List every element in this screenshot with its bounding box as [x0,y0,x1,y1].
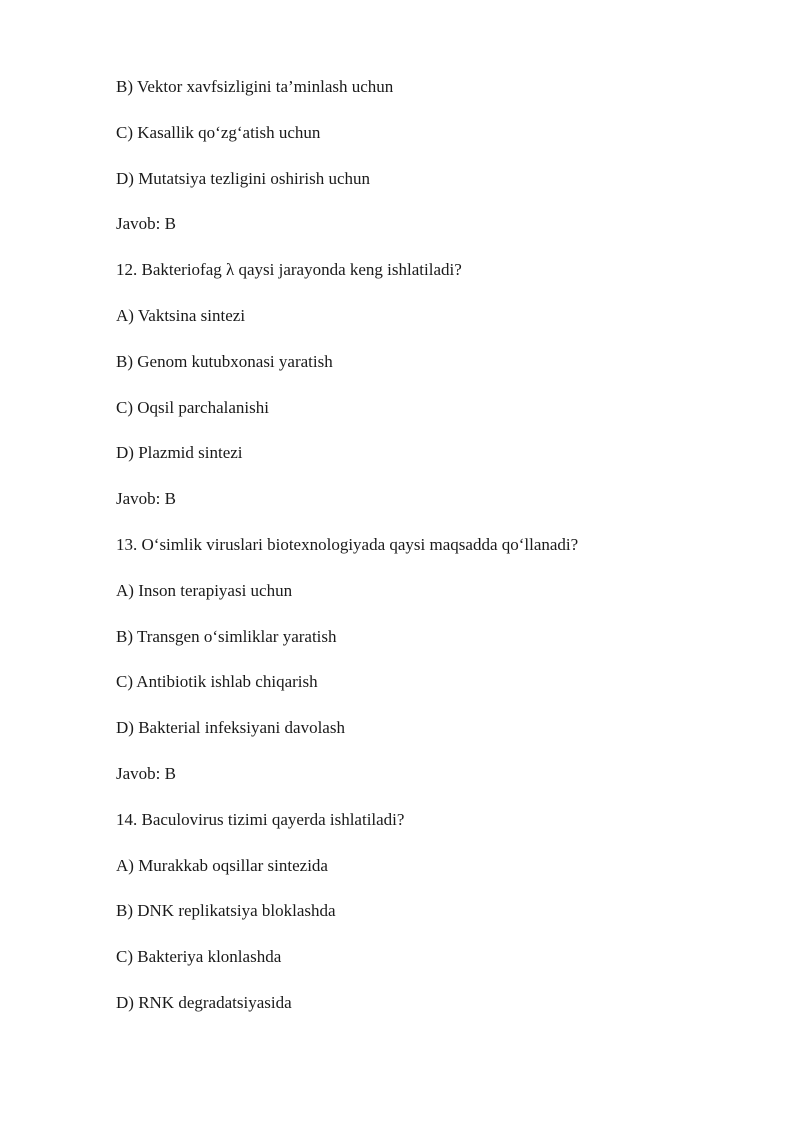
answer-option-b-q14: B) DNK replikatsiya bloklashda [116,901,336,921]
answer-option-d-q13: D) Bakterial infeksiyani davolash [116,718,345,738]
answer-key-q12: Javob: B [116,489,176,509]
answer-option-b-q12: B) Genom kutubxonasi yaratish [116,351,333,371]
question-13: 13. O‘simlik viruslari biotexnologiyada qaysi maqsadda qo‘llanadi? [116,534,579,554]
answer-key-q13: Javob: B [116,763,176,783]
answer-option-a-q12: A) Vaktsina sintezi [116,305,246,325]
answer-key-q11: Javob: B [116,214,176,234]
answer-option-c-q11: C) Kasallik qo‘zg‘atish uchun [116,122,321,142]
answer-option-d-q12: D) Plazmid sintezi [116,443,243,463]
answer-option-d-q11: D) Mutatsiya tezligini oshirish uchun [116,168,371,188]
answer-option-a-q13: A) Inson terapiyasi uchun [116,580,293,600]
answer-option-b-q11: B) Vektor xavfsizligini ta’minlash uchun [116,77,394,96]
answer-option-d-q14: D) RNK degradatsiyasida [116,992,292,1012]
answer-option-c-q13: C) Antibiotik ishlab chiqarish [116,672,318,692]
question-list [116,74,756,1036]
answer-option-b-q13: B) Transgen o‘simliklar yaratish [116,626,337,646]
question-12: 12. Bakteriofag λ qaysi jarayonda keng ishlatiladi? [116,260,462,280]
question-14: 14. Baculovirus tizimi qayerda ishlatiladi? [116,809,405,829]
answer-option-c-q14: C) Bakteriya klonlashda [116,947,282,967]
answer-option-c-q12: C) Oqsil parchalanishi [116,397,269,417]
answer-option-a-q14: A) Murakkab oqsillar sintezida [116,855,328,875]
